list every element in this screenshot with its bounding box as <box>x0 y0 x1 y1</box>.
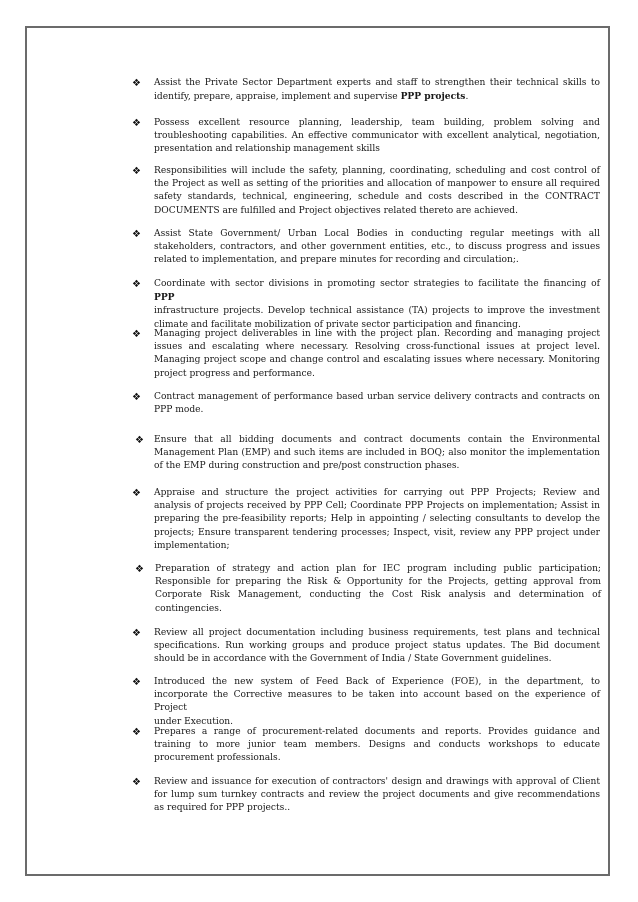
bullet-text-line: Responsible for preparing the Risk & Opportunity for the Projects, getting approval from <box>155 577 601 588</box>
bullet-text-line: stakeholders, contractors, and other government entities, etc., to discuss progress and issues <box>154 242 600 253</box>
bullet-text-line: related to implementation, and prepare minutes for recording and circulation;. <box>154 255 519 266</box>
bullet-text-line: projects; Ensure transparent tendering processes; Inspect, visit, review any PPP project under <box>154 527 600 538</box>
bullet-text-line: contingencies. <box>155 603 222 614</box>
bullet-text-line: specifications. Run working groups and produce project status updates. The Bid document <box>154 641 600 652</box>
bullet-text <box>154 117 600 157</box>
bullet-icon: ❖ <box>132 279 141 290</box>
bullet-text-line: Prepares a range of procurement-related documents and reports. Provides guidance and <box>154 727 600 737</box>
bullet-text-line: the Project as well as setting of the priorities and allocation of manpower to ensure all required <box>154 179 600 190</box>
bullet-text <box>154 391 600 417</box>
bullet-icon: ❖ <box>132 777 141 788</box>
bullet-text-line: analysis of projects received by PPP Cell; Coordinate PPP Projects on implementation; Assist in <box>154 501 600 512</box>
bullet-text-line: Contract management of performance based urban service delivery contracts and contracts on <box>154 392 600 402</box>
bullet-text-line: Corporate Risk Management, conducting the Cost Risk analysis and determination of <box>155 590 601 601</box>
bullet-text-line: training to more junior team members. Designs and conducts workshops to educate <box>154 740 600 751</box>
bullet-text-line: Managing project deliverables in line with the project plan. Recording and managing project <box>154 329 600 339</box>
bullet-text-line: presentation and relationship management skills <box>154 144 380 155</box>
bullet-text-line: Appraise and structure the project activities for carrying out PPP Projects; Review and <box>154 488 600 498</box>
bullet-text-line: issues and escalating where necessary. Resolving cross-functional issues at project level. <box>154 342 600 353</box>
bullet-text-line: procurement professionals. <box>154 753 281 764</box>
bullet-text <box>154 278 600 332</box>
bullet-text-line: Ensure that all bidding documents and contract documents contain the Environmental <box>154 435 600 445</box>
bullet-text-line: as required for PPP projects.. <box>154 803 291 814</box>
bullet-text <box>154 726 600 766</box>
bullet-text-line: preparing the pre-feasibility reports; Help in appointing / selecting consultants to develop the <box>154 514 600 525</box>
bullet-icon: ❖ <box>132 118 141 129</box>
bullet-text-line: Coordinate with sector divisions in promoting sector strategies to facilitate the financing of PPP <box>154 279 600 304</box>
bullet-icon: ❖ <box>132 727 141 738</box>
bullet-icon: ❖ <box>132 628 141 639</box>
bullet-text-line: safety standards, technical, engineering, schedule and costs described in the CONTRACT <box>154 192 600 203</box>
bullet-text-line: Review all project documentation including business requirements, test plans and technical <box>154 628 600 638</box>
bullet-icon: ❖ <box>132 488 141 499</box>
bullet-text-line: Management Plan (EMP) and such items are included in BOQ; also monitor the implementation <box>154 448 600 459</box>
bullet-text-line: troubleshooting capabilities. An effective communicator with excellent analytical, negotiation, <box>154 131 600 142</box>
bullet-text <box>154 676 600 729</box>
bullet-text-line: for lump sum turnkey contracts and review the project documents and give recommendations <box>154 790 600 801</box>
bullet-text-line: DOCUMENTS are fulfilled and Project objectives related thereto are achieved. <box>154 205 518 216</box>
bullet-text-line: Assist the Private Sector Department experts and staff to strengthen their technical skills to <box>154 78 600 88</box>
bullet-icon: ❖ <box>135 435 144 446</box>
bullet-text <box>155 563 601 616</box>
bullet-text-line: project progress and performance. <box>154 368 315 379</box>
bullet-text <box>154 228 600 268</box>
bullet-icon: ❖ <box>132 392 141 403</box>
bullet-text-line: Assist State Government/ Urban Local Bodies in conducting regular meetings with all <box>154 229 600 239</box>
bullet-text <box>154 165 600 218</box>
bullet-text-line: Introduced the new system of Feed Back of Experience (FOE), in the department, to <box>154 677 600 687</box>
bullet-icon: ❖ <box>132 229 141 240</box>
bullet-text-line: should be in accordance with the Government of India / State Government guidelines. <box>154 654 552 665</box>
bullet-text <box>154 434 600 474</box>
bullet-text-line: Responsibilities will include the safety, planning, coordinating, scheduling and cost control of <box>154 166 600 176</box>
bullet-icon: ❖ <box>132 78 141 89</box>
bullet-text <box>154 487 600 553</box>
bullet-text-line: of the EMP during construction and pre/post construction phases. <box>154 461 460 472</box>
bullet-icon: ❖ <box>132 329 141 340</box>
bullet-text-line: infrastructure projects. Develop technical assistance (TA) projects to improve the investment <box>154 306 600 317</box>
bullet-text <box>154 776 600 816</box>
bullet-text <box>154 77 600 104</box>
bullet-text-line: PPP mode. <box>154 405 204 416</box>
bullet-text-line: Possess excellent resource planning, leadership, team building, problem solving and <box>154 118 600 128</box>
bullet-text-line: identify, prepare, appraise, implement and supervise PPP projects. <box>154 91 469 103</box>
bullet-text-line: under Execution. <box>154 716 234 727</box>
bullet-icon: ❖ <box>132 166 141 177</box>
bullet-text-line: implementation; <box>154 540 230 551</box>
bullet-icon: ❖ <box>135 564 144 575</box>
bullet-text-line: Managing project scope and change control and escalating issues where necessary. Monitoring <box>154 355 600 366</box>
bullet-text-line: Review and issuance for execution of contractors' design and drawings with approval of Client <box>154 777 600 787</box>
bullet-text-line: climate and facilitate mobilization of private sector participation and financing. <box>154 319 521 330</box>
bullet-icon: ❖ <box>132 677 141 688</box>
bullet-text <box>154 627 600 667</box>
bullet-text-line: Preparation of strategy and action plan for IEC program including public participation; <box>155 564 601 574</box>
bullet-text <box>154 328 600 381</box>
bullet-text-line: incorporate the Corrective measures to be taken into account based on the experience of Project <box>154 690 600 714</box>
